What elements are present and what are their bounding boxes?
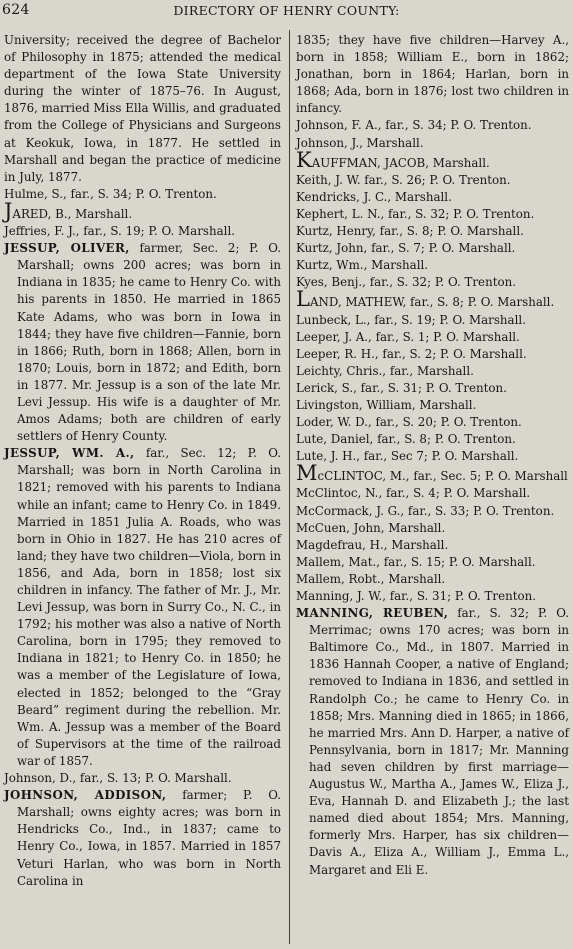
directory-entry: Mallem, Robt., Marshall.	[296, 571, 446, 586]
directory-entry: Leichty, Chris., far., Marshall.	[296, 363, 474, 378]
paragraph-text: 1835; they have five children—Harvey A., born in 1858; William E., born in 1862; Jonathan, born in 1864; Harlan, born in 1868; Ada, born in 1876; lost two children in infancy.	[296, 33, 569, 116]
directory-entry: Livingston, William, Marshall.	[296, 397, 477, 412]
bio-name: MANNING, REUBEN,	[296, 606, 449, 621]
directory-entry: Kyes, Benj., far., S. 32; P. O. Trenton.	[296, 275, 516, 290]
directory-entry: McCuen, John, Marshall.	[296, 520, 446, 535]
directory-entry: Lerick, S., far., S. 31; P. O. Trenton.	[296, 380, 507, 395]
directory-entry: Lunbeck, L., far., S. 19; P. O. Marshall.	[296, 312, 526, 327]
directory-entry: Keith, J. W. far., S. 26; P. O. Trenton.	[296, 172, 511, 187]
section-entry	[4, 198, 281, 223]
directory-entry: Magdefrau, H., Marshall.	[296, 537, 449, 552]
biography-entry	[296, 605, 569, 879]
directory-entry: Kephert, L. N., far., S. 32; P. O. Trenton.	[296, 206, 535, 221]
bio-text: farmer; P. O. Marshall; owns eighty acres; was born in Hendricks Co., Ind., in 1837; came to Henry Co., Iowa, in 1857. Married in 1857 Veturi Harlan, who was born in North Carolina in	[17, 788, 281, 888]
directory-entry: Lute, Daniel, far., S. 8; P. O. Trenton.	[296, 432, 516, 447]
directory-entry: Kurtz, Henry, far., S. 8; P. O. Marshall.	[296, 224, 524, 239]
directory-entry: Manning, J. W., far., S. 31; P. O. Trenton.	[296, 589, 536, 603]
bio-name: JESSUP, WM. A.,	[4, 446, 135, 461]
running-title: DIRECTORY OF HENRY COUNTY:	[173, 3, 400, 18]
directory-entry: Loder, W. D., far., S. 20; P. O. Trenton.	[296, 415, 522, 430]
entry-text: ARED, B., Marshall.	[12, 206, 133, 221]
directory-entry: Johnson, J., Marshall.	[296, 135, 424, 150]
section-initial: M	[296, 461, 318, 486]
paragraph-text: University; received the degree of Bachelor of Philosophy in 1875; attended the medical department of the Iowa State University during the winter of 1875–76. In August, 1876, married Miss Ella Willis, and graduated from the College of Physicians and Surgeons at Keokuk, Iowa, in 1877. He settled in Marshall and began the practice of medicine in July, 1877.	[4, 33, 281, 184]
directory-entry: Leeper, R. H., far., S. 2; P. O. Marshall.	[296, 346, 527, 361]
bio-text: far., Sec. 12; P. O. Marshall; was born in North Carolina in 1821; removed with his parents to Indiana while an infant; came to Henry Co. in 1849. Married in 1851 Julia A. Roads, who was born in Ohio in 1827. He has 210 acres of land; they have two children—Viola, born in 1856, and Ada, born in 1858; lost six children in infancy. The father of Mr. J., Mr. Levi Jessup, was born in Surry Co., N. C., in 1792; his mother was also a native of North Carolina, born in 1795; they removed to Indiana in 1821; to Henry Co. in 1850; he was a member of the Legislature of Iowa, elected in 1852; belonged to the “Gray Beard” regiment during the rebellion. Mr. Wm. A. Jessup was a member of the Board of Supervisors at the time of the railroad war of 1857.	[17, 446, 281, 768]
entry-text: AUFFMAN, JACOB, Marshall.	[311, 155, 490, 170]
section-entry	[296, 147, 569, 172]
directory-entry: Mallem, Mat., far., S. 15; P. O. Marshall.	[296, 554, 536, 569]
directory-entry: McClintoc, N., far., S. 4; P. O. Marshall.	[296, 486, 531, 501]
page-number: 624	[2, 2, 30, 18]
directory-entry: Kurtz, Wm., Marshall.	[296, 258, 429, 273]
bio-name: JESSUP, OLIVER,	[4, 241, 130, 256]
biography-entry	[4, 445, 281, 770]
bio-text: farmer, Sec. 2; P. O. Marshall; owns 200 acres; was born in Indiana in 1835; he came to Henry Co. with his parents in 1850. He married in 1865 Kate Adams, who was born in Iowa in 1844; they have five children—Fannie, born in 1866; Ruth, born in 1868; Allen, born in 1870; Louis, born in 1872; and Edith, born in 1877. Mr. Jessup is a son of the late Mr. Levi Jessup. His wife is a daughter of Mr. Amos Adams; both are children of early settlers of Henry County.	[17, 241, 281, 444]
entry-text: cCLINTOC, M., far., Sec. 5; P. O. Marshall	[317, 469, 568, 484]
page-header	[0, 0, 573, 22]
bio-text: far., S. 32; P. O. Merrimac; owns 170 acres; was born in Baltimore Co., Md., in 1807. Married in 1836 Hannah Cooper, a native of England; removed to Indiana in 1836, and settled in Randolph Co.; he came to Henry Co. in 1858; Mrs. Manning died in 1865; in 1866, he married Mrs. Ann D. Harper, a native of Pennsylvania, born in 1817; Mr. Manning had seven children by first marriage—Augustus W., Martha A., James W., Eliza J., Eva, Hannah D. and Elizabeth J.; the last named died about 1854; Mrs. Manning, formerly Mrs. Harper, has six children—Davis A., Eliza A., William J., Emma L., Margaret and Eli E.	[309, 606, 569, 877]
column-divider	[289, 30, 290, 944]
biography-entry	[4, 787, 281, 890]
directory-entry: McCormack, J. G., far., S. 33; P. O. Trenton.	[296, 503, 555, 518]
section-entry	[296, 287, 569, 312]
directory-entry: Jeffries, F. J., far., S. 19; P. O. Marshall.	[4, 224, 236, 239]
entry-text: AND, MATHEW, far., S. 8; P. O. Marshall.	[309, 295, 555, 310]
section-initial: L	[296, 287, 310, 312]
directory-entry: Hulme, S., far., S. 34; P. O. Trenton.	[4, 186, 217, 201]
section-entry	[296, 461, 569, 486]
right-column	[296, 32, 569, 879]
directory-entry: Johnson, F. A., far., S. 34; P. O. Trenton.	[296, 118, 532, 133]
directory-entry: Johnson, D., far., S. 13; P. O. Marshall.	[4, 771, 232, 786]
directory-entry: Lute, J. H., far., Sec 7; P. O. Marshall.	[296, 449, 519, 464]
directory-entry: Kurtz, John, far., S. 7; P. O. Marshall.	[296, 241, 516, 256]
left-column	[4, 32, 281, 890]
section-initial: K	[296, 147, 312, 172]
directory-entry: Leeper, J. A., far., S. 1; P. O. Marshall.	[296, 329, 520, 344]
section-initial: J	[4, 198, 13, 223]
directory-entry: Kendricks, J. C., Marshall.	[296, 189, 452, 204]
bio-name: JOHNSON, ADDISON,	[4, 788, 167, 803]
biography-entry	[4, 240, 281, 445]
